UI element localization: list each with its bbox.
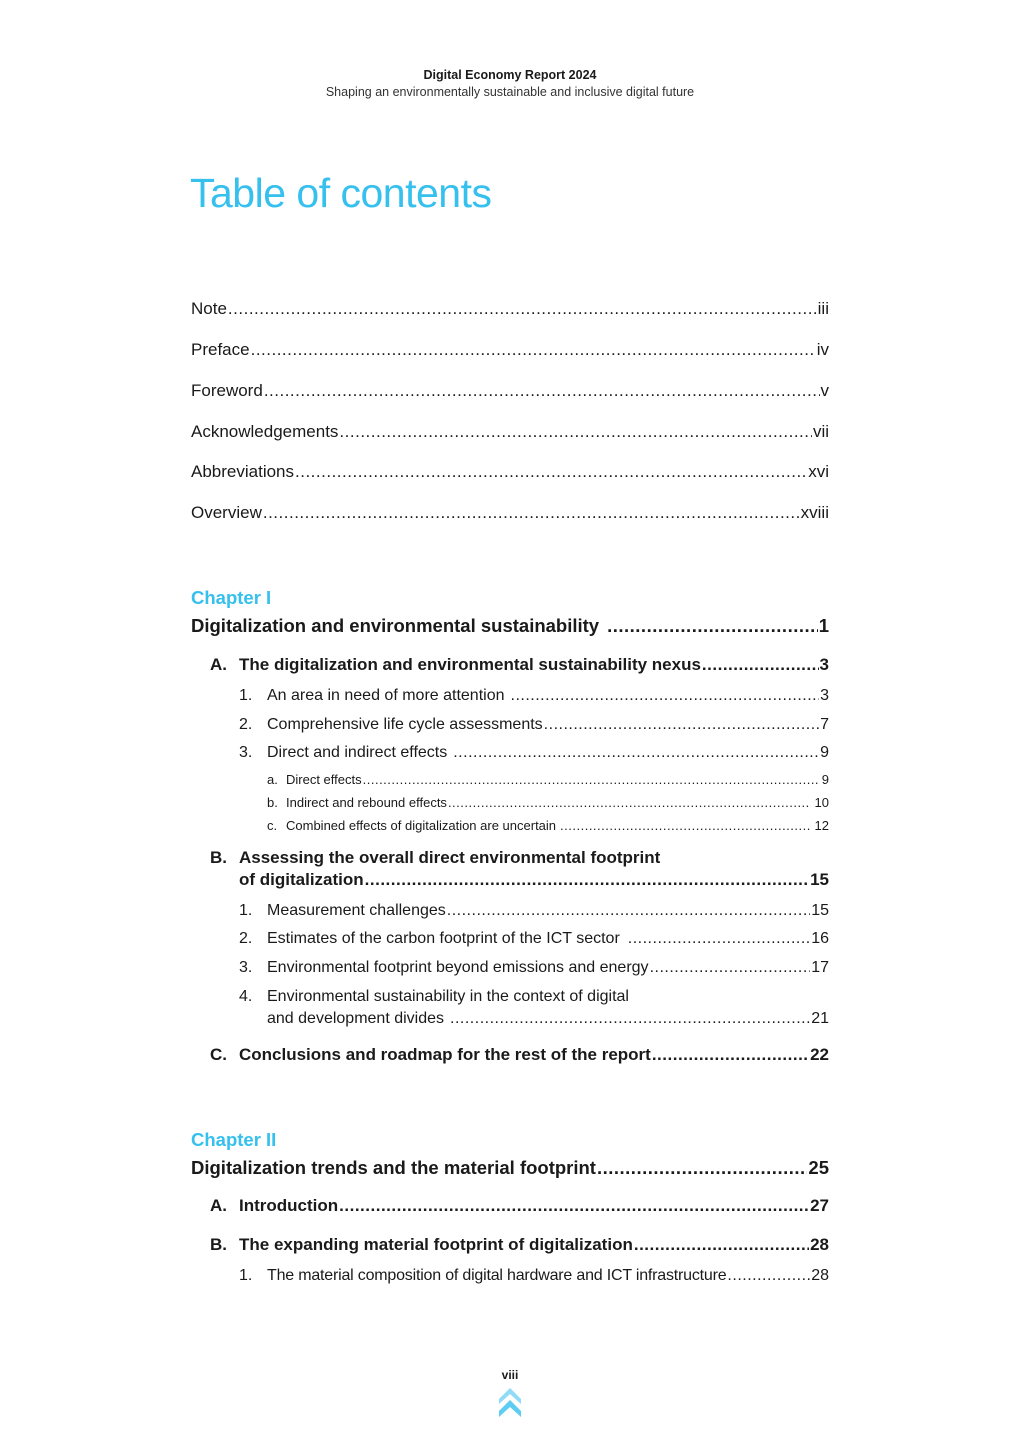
toc-entry-label: Note — [191, 299, 227, 318]
toc-entry-label: Comprehensive life cycle assessments — [267, 716, 543, 733]
toc-entry-2b1[interactable] — [239, 1267, 829, 1285]
leader-dots — [263, 503, 800, 523]
toc-entry-label: Acknowledgements — [191, 422, 339, 441]
toc-entry-label: Measurement challenges — [267, 902, 446, 919]
leader-dots — [448, 795, 811, 810]
leader-dots — [295, 462, 807, 482]
toc-entry-label: Foreword — [191, 381, 263, 400]
toc-entry-page: 28 — [811, 1267, 829, 1284]
toc-entry-label: Preface — [191, 340, 250, 359]
toc-entry-chapter-2[interactable] — [191, 1157, 829, 1179]
toc-entry-page: 15 — [811, 902, 829, 919]
leader-dots — [365, 870, 809, 890]
leader-dots — [628, 930, 810, 948]
toc-entry-1a3c[interactable] — [267, 818, 829, 833]
toc-entry-label: Digitalization and environmental sustainability — [191, 615, 600, 636]
toc-entry-label: Abbreviations — [191, 462, 295, 481]
toc-entry-page: 12 — [814, 818, 829, 833]
toc-entry-acknowledgements[interactable] — [191, 422, 829, 442]
toc-entry-1b1[interactable] — [239, 902, 829, 920]
toc-entry-1a2[interactable] — [239, 716, 829, 734]
toc-entry-number: A. — [210, 655, 227, 674]
toc-entry-label: Indirect and rebound effects — [286, 795, 447, 810]
toc-entry-label: Digitalization trends and the material footprint — [191, 1157, 596, 1178]
leader-dots — [652, 1045, 809, 1065]
toc-entry-2b[interactable] — [210, 1235, 829, 1255]
leader-dots — [450, 1010, 810, 1028]
toc-entry-number: 2. — [239, 930, 253, 947]
leader-dots — [511, 687, 820, 705]
toc-entry-number: A. — [210, 1196, 227, 1215]
chapter-2-label: Chapter II — [191, 1129, 277, 1150]
toc-entry-number: 3. — [239, 744, 253, 761]
toc-entry-2a[interactable] — [210, 1196, 829, 1216]
toc-entry-1b3[interactable] — [239, 959, 829, 977]
toc-entry-number: a. — [267, 772, 278, 787]
toc-entry-1c[interactable] — [210, 1045, 829, 1065]
toc-entry-label: and development divides — [267, 1010, 445, 1027]
toc-entry-page: 10 — [814, 795, 829, 810]
leader-dots — [544, 716, 819, 734]
toc-entry-1a[interactable] — [210, 655, 829, 675]
toc-entry-number: 3. — [239, 959, 253, 976]
toc-entry-label: Environmental sustainability in the context of digital — [267, 988, 629, 1005]
toc-entry-label: Overview — [191, 503, 262, 522]
toc-entry-1a3a[interactable] — [267, 772, 829, 787]
toc-entry-1a3[interactable] — [239, 744, 829, 762]
toc-entry-1b2[interactable] — [239, 930, 829, 948]
leader-dots — [650, 959, 811, 977]
toc-entry-1a1[interactable] — [239, 687, 829, 705]
toc-entry-number: b. — [267, 795, 278, 810]
toc-entry-label: Environmental footprint beyond emissions and energy — [267, 959, 649, 976]
toc-entry-abbreviations[interactable] — [191, 462, 829, 482]
toc-entry-chapter-1[interactable] — [191, 615, 829, 637]
toc-entry-page: v — [820, 381, 829, 400]
toc-entry-page: 3 — [820, 687, 829, 704]
toc-entry-page: 28 — [810, 1235, 829, 1254]
toc-entry-label: Introduction — [239, 1196, 339, 1215]
toc-entry-label: The digitalization and environmental sustainability nexus — [239, 655, 701, 674]
toc-entry-preface[interactable] — [191, 340, 829, 360]
leader-dots — [560, 818, 811, 833]
toc-entry-number: 1. — [239, 1267, 253, 1284]
page-number: viii — [501, 1368, 519, 1382]
toc-entry-page: 1 — [818, 615, 829, 636]
toc-entry-number: C. — [210, 1045, 227, 1064]
toc-entry-label: Estimates of the carbon footprint of the ICT sector — [267, 930, 620, 947]
toc-entry-label: The expanding material footprint of digitalization — [239, 1235, 633, 1254]
toc-entry-label: Conclusions and roadmap for the rest of the report — [239, 1045, 651, 1064]
toc-entry-overview[interactable] — [191, 503, 829, 523]
toc-entry-page: vii — [812, 422, 829, 441]
toc-entry-page: 21 — [811, 1010, 829, 1027]
toc-entry-1b4[interactable] — [267, 1010, 829, 1028]
leader-dots — [339, 1196, 809, 1216]
running-header — [0, 67, 1020, 101]
toc-entry-label: Direct and indirect effects — [267, 744, 448, 761]
leader-dots — [251, 340, 816, 360]
toc-entry-page: 17 — [811, 959, 829, 976]
chapter-1-label: Chapter I — [191, 587, 272, 608]
toc-entry-page: 3 — [819, 655, 829, 674]
toc-entry-1a3b[interactable] — [267, 795, 829, 810]
toc-entry-label: Direct effects — [286, 772, 362, 787]
leader-dots — [607, 615, 818, 637]
report-title: Digital Economy Report 2024 — [423, 68, 597, 82]
report-subtitle: Shaping an environmentally sustainable and inclusive digital future — [325, 85, 695, 99]
page-title: Table of contents — [190, 170, 492, 216]
toc-entry-page: iv — [816, 340, 829, 359]
toc-entry-page: 9 — [820, 744, 829, 761]
toc-entry-label: of digitalization — [239, 870, 364, 889]
toc-entry-foreword[interactable] — [191, 381, 829, 401]
toc-entry-label: The material composition of digital hardware and ICT infrastructure — [267, 1267, 727, 1284]
toc-entry-page: xvi — [808, 462, 829, 481]
toc-entry-number: 4. — [239, 988, 253, 1005]
toc-entry-number: c. — [267, 818, 278, 833]
toc-entry-page: 7 — [820, 716, 829, 733]
toc-entry-page: 25 — [808, 1157, 829, 1178]
toc-entry-number: 1. — [239, 902, 253, 919]
toc-entry-page: 15 — [810, 870, 829, 889]
toc-entry-1b[interactable] — [239, 870, 829, 890]
toc-entry-page: 9 — [821, 772, 829, 787]
toc-entry-note[interactable] — [191, 299, 829, 319]
toc-entry-page: iii — [817, 299, 829, 318]
toc-entry-number: 2. — [239, 716, 253, 733]
toc-entry-page: 27 — [810, 1196, 829, 1215]
toc-entry-1b-line1[interactable] — [210, 848, 660, 868]
toc-entry-number: 1. — [239, 687, 253, 704]
toc-entry-page: 22 — [810, 1045, 829, 1064]
leader-dots — [447, 902, 810, 920]
toc-entry-label: Combined effects of digitalization are uncertain — [286, 818, 557, 833]
leader-dots — [264, 381, 820, 401]
leader-dots — [597, 1157, 807, 1179]
toc-entry-1b4-line1[interactable] — [239, 988, 629, 1006]
toc-entry-number: B. — [210, 848, 227, 867]
leader-dots — [702, 655, 819, 675]
toc-entry-label: An area in need of more attention — [267, 687, 505, 704]
leader-dots — [339, 422, 812, 442]
toc-entry-page: 16 — [811, 930, 829, 947]
leader-dots — [228, 299, 817, 319]
toc-entry-page: xviii — [800, 503, 829, 522]
leader-dots — [634, 1235, 809, 1255]
leader-dots — [727, 1267, 810, 1285]
leader-dots — [453, 744, 819, 762]
leader-dots — [363, 772, 818, 787]
toc-entry-number: B. — [210, 1235, 227, 1254]
toc-entry-label: Assessing the overall direct environmental footprint — [239, 848, 661, 867]
double-chevron-up-icon[interactable] — [497, 1386, 523, 1420]
